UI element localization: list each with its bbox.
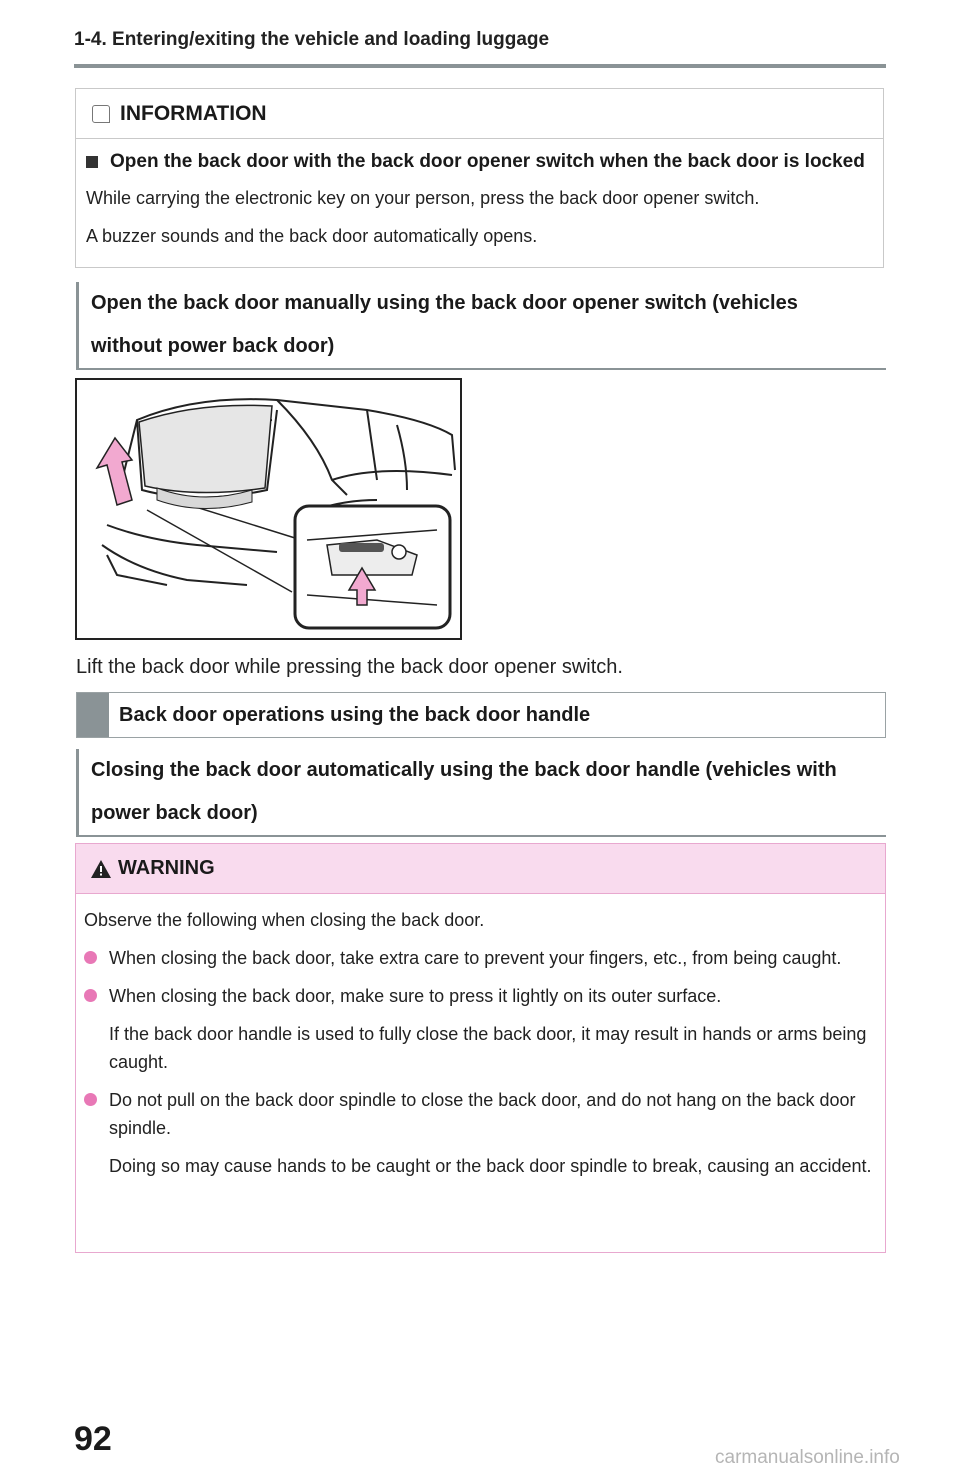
header-rule xyxy=(74,64,886,68)
page-number: 92 xyxy=(74,1420,112,1458)
information-title: INFORMATION xyxy=(120,101,267,125)
information-subheading: Open the back door with the back door opener switch when the back door is locked xyxy=(76,139,883,173)
information-box xyxy=(75,88,884,268)
information-line-2: A buzzer sounds and the back door automatically opens. xyxy=(86,226,538,246)
warning-triangle-icon xyxy=(90,859,112,879)
note-icon xyxy=(92,105,110,123)
warning-body xyxy=(76,894,885,1180)
band-title: Back door operations using the back door handle xyxy=(119,703,591,726)
band-tab xyxy=(77,693,109,737)
information-line-1: While carrying the electronic key on your person, press the back door opener switch. xyxy=(86,188,760,208)
section-title-opener-switch: Open the back door manually using the back door opener switch (vehicles without power back door) xyxy=(76,282,886,370)
warning-bullet-3: Do not pull on the back door spindle to close the back door, and do not hang on the back door spindle. xyxy=(84,1086,875,1142)
warning-box xyxy=(75,843,886,1253)
warning-note-3: Doing so may cause hands to be caught or the back door spindle to break, causing an accident. xyxy=(109,1156,872,1176)
information-header xyxy=(76,89,883,139)
bullet-dot-icon xyxy=(84,951,97,964)
section-band xyxy=(76,692,886,738)
warning-note-2: If the back door handle is used to fully close the back door, it may result in hands or arms being caught. xyxy=(109,1024,867,1072)
car-rear-illustration xyxy=(77,380,460,638)
section-title-closing: Closing the back door automatically using the back door handle (vehicles with power back door) xyxy=(76,749,886,837)
warning-title: WARNING xyxy=(118,857,215,879)
figure-caption: Lift the back door while pressing the back door opener switch. xyxy=(76,656,623,678)
footer-watermark: carmanualsonline.info xyxy=(715,1447,900,1468)
section-header: 1-4. Entering/exiting the vehicle and loading luggage xyxy=(74,29,550,50)
warning-header xyxy=(76,844,885,894)
bullet-dot-icon xyxy=(84,989,97,1002)
bullet-dot-icon xyxy=(84,1093,97,1106)
warning-intro: Observe the following when closing the back door. xyxy=(84,910,485,930)
warning-bullet-2: When closing the back door, make sure to press it lightly on its outer surface. xyxy=(84,982,875,1010)
warning-bullet-1: When closing the back door, take extra care to prevent your fingers, etc., from being caught. xyxy=(84,944,875,972)
square-bullet-icon xyxy=(86,156,98,168)
back-door-illustration xyxy=(75,378,462,640)
